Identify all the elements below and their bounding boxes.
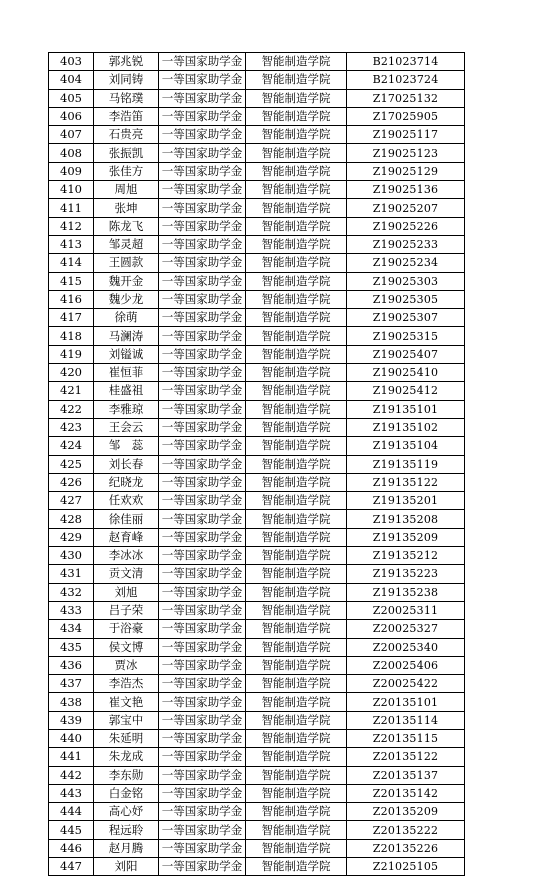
college-cell: 智能制造学院 <box>246 492 347 510</box>
table-row <box>49 766 465 784</box>
serial-number-cell: 421 <box>49 382 94 400</box>
serial-number-cell: 407 <box>49 126 94 144</box>
college-cell: 智能制造学院 <box>246 675 347 693</box>
table-body <box>49 53 465 876</box>
serial-number-cell: 441 <box>49 748 94 766</box>
award-type-cell: 一等国家助学金 <box>159 53 246 71</box>
student-id-cell: Z20135209 <box>347 803 465 821</box>
college-cell: 智能制造学院 <box>246 583 347 601</box>
student-name-cell: 徐萌 <box>94 309 159 327</box>
serial-number-cell: 427 <box>49 492 94 510</box>
student-name-cell: 李浩笛 <box>94 107 159 125</box>
serial-number-cell: 423 <box>49 418 94 436</box>
award-type-cell: 一等国家助学金 <box>159 693 246 711</box>
table-row <box>49 858 465 876</box>
student-id-cell: Z20135115 <box>347 729 465 747</box>
student-id-cell: Z19025129 <box>347 162 465 180</box>
award-type-cell: 一等国家助学金 <box>159 254 246 272</box>
college-cell: 智能制造学院 <box>246 821 347 839</box>
student-id-cell: Z19135102 <box>347 418 465 436</box>
student-name-cell: 张振凯 <box>94 144 159 162</box>
table-row <box>49 492 465 510</box>
award-type-cell: 一等国家助学金 <box>159 510 246 528</box>
student-id-cell: Z19135209 <box>347 528 465 546</box>
table-row <box>49 711 465 729</box>
award-type-cell: 一等国家助学金 <box>159 437 246 455</box>
student-id-cell: Z20025327 <box>347 620 465 638</box>
table-row <box>49 217 465 235</box>
award-type-cell: 一等国家助学金 <box>159 638 246 656</box>
student-id-cell: Z19025412 <box>347 382 465 400</box>
student-name-cell: 马澜涛 <box>94 327 159 345</box>
serial-number-cell: 444 <box>49 803 94 821</box>
student-name-cell: 魏少龙 <box>94 290 159 308</box>
table-row <box>49 290 465 308</box>
student-name-cell: 刘阳 <box>94 858 159 876</box>
table-row <box>49 272 465 290</box>
award-type-cell: 一等国家助学金 <box>159 290 246 308</box>
student-id-cell: Z17025132 <box>347 89 465 107</box>
award-type-cell: 一等国家助学金 <box>159 162 246 180</box>
serial-number-cell: 406 <box>49 107 94 125</box>
college-cell: 智能制造学院 <box>246 784 347 802</box>
table-row <box>49 107 465 125</box>
award-type-cell: 一等国家助学金 <box>159 711 246 729</box>
table-row <box>49 162 465 180</box>
college-cell: 智能制造学院 <box>246 693 347 711</box>
student-name-cell: 高心妤 <box>94 803 159 821</box>
student-name-cell: 邹灵超 <box>94 235 159 253</box>
serial-number-cell: 432 <box>49 583 94 601</box>
award-type-cell: 一等国家助学金 <box>159 181 246 199</box>
serial-number-cell: 446 <box>49 839 94 857</box>
college-cell: 智能制造学院 <box>246 290 347 308</box>
college-cell: 智能制造学院 <box>246 547 347 565</box>
college-cell: 智能制造学院 <box>246 601 347 619</box>
student-name-cell: 徐佳丽 <box>94 510 159 528</box>
student-name-cell: 魏开金 <box>94 272 159 290</box>
student-id-cell: Z19025307 <box>347 309 465 327</box>
table-row <box>49 144 465 162</box>
student-name-cell: 贾冰 <box>94 656 159 674</box>
college-cell: 智能制造学院 <box>246 455 347 473</box>
college-cell: 智能制造学院 <box>246 729 347 747</box>
student-name-cell: 吕子荣 <box>94 601 159 619</box>
serial-number-cell: 443 <box>49 784 94 802</box>
student-name-cell: 马铭璞 <box>94 89 159 107</box>
award-type-cell: 一等国家助学金 <box>159 89 246 107</box>
table-row <box>49 89 465 107</box>
table-row <box>49 675 465 693</box>
student-name-cell: 桂盛祖 <box>94 382 159 400</box>
serial-number-cell: 436 <box>49 656 94 674</box>
student-name-cell: 于浴豪 <box>94 620 159 638</box>
college-cell: 智能制造学院 <box>246 181 347 199</box>
table-row <box>49 601 465 619</box>
student-name-cell: 赵月腾 <box>94 839 159 857</box>
student-id-cell: Z19025226 <box>347 217 465 235</box>
student-id-cell: Z19025234 <box>347 254 465 272</box>
student-name-cell: 刘镒诚 <box>94 345 159 363</box>
table-row <box>49 620 465 638</box>
student-id-cell: Z19025410 <box>347 364 465 382</box>
award-type-cell: 一等国家助学金 <box>159 400 246 418</box>
student-name-cell: 周旭 <box>94 181 159 199</box>
student-name-cell: 刘旭 <box>94 583 159 601</box>
table-row <box>49 803 465 821</box>
student-id-cell: Z19135119 <box>347 455 465 473</box>
student-id-cell: Z19025315 <box>347 327 465 345</box>
table-row <box>49 382 465 400</box>
table-row <box>49 565 465 583</box>
student-id-cell: Z19025207 <box>347 199 465 217</box>
serial-number-cell: 415 <box>49 272 94 290</box>
student-id-cell: Z21025105 <box>347 858 465 876</box>
student-id-cell: Z20025340 <box>347 638 465 656</box>
student-id-cell: Z20135114 <box>347 711 465 729</box>
college-cell: 智能制造学院 <box>246 748 347 766</box>
student-id-cell: Z20025406 <box>347 656 465 674</box>
award-type-cell: 一等国家助学金 <box>159 199 246 217</box>
college-cell: 智能制造学院 <box>246 364 347 382</box>
award-type-cell: 一等国家助学金 <box>159 235 246 253</box>
student-name-cell: 邹 蕊 <box>94 437 159 455</box>
student-name-cell: 纪晓龙 <box>94 473 159 491</box>
student-name-cell: 石贵亮 <box>94 126 159 144</box>
college-cell: 智能制造学院 <box>246 766 347 784</box>
serial-number-cell: 434 <box>49 620 94 638</box>
college-cell: 智能制造学院 <box>246 437 347 455</box>
student-id-cell: Z19025123 <box>347 144 465 162</box>
table-row <box>49 510 465 528</box>
college-cell: 智能制造学院 <box>246 107 347 125</box>
college-cell: 智能制造学院 <box>246 254 347 272</box>
student-id-cell: Z19025117 <box>347 126 465 144</box>
serial-number-cell: 404 <box>49 71 94 89</box>
serial-number-cell: 405 <box>49 89 94 107</box>
table-row <box>49 126 465 144</box>
college-cell: 智能制造学院 <box>246 418 347 436</box>
award-type-cell: 一等国家助学金 <box>159 601 246 619</box>
award-type-cell: 一等国家助学金 <box>159 126 246 144</box>
table-row <box>49 547 465 565</box>
table-row <box>49 437 465 455</box>
serial-number-cell: 419 <box>49 345 94 363</box>
serial-number-cell: 430 <box>49 547 94 565</box>
student-name-cell: 郭兆锐 <box>94 53 159 71</box>
award-type-cell: 一等国家助学金 <box>159 144 246 162</box>
table-row <box>49 784 465 802</box>
student-name-cell: 崔文艳 <box>94 693 159 711</box>
student-name-cell: 朱龙成 <box>94 748 159 766</box>
student-name-cell: 侯文博 <box>94 638 159 656</box>
college-cell: 智能制造学院 <box>246 272 347 290</box>
serial-number-cell: 440 <box>49 729 94 747</box>
award-type-cell: 一等国家助学金 <box>159 748 246 766</box>
award-type-cell: 一等国家助学金 <box>159 620 246 638</box>
serial-number-cell: 438 <box>49 693 94 711</box>
serial-number-cell: 422 <box>49 400 94 418</box>
student-name-cell: 李浩杰 <box>94 675 159 693</box>
table-row <box>49 729 465 747</box>
student-id-cell: Z19135238 <box>347 583 465 601</box>
student-name-cell: 贡文清 <box>94 565 159 583</box>
student-id-cell: Z19135104 <box>347 437 465 455</box>
award-type-cell: 一等国家助学金 <box>159 656 246 674</box>
award-type-cell: 一等国家助学金 <box>159 71 246 89</box>
grant-recipient-table <box>48 52 465 876</box>
award-type-cell: 一等国家助学金 <box>159 327 246 345</box>
college-cell: 智能制造学院 <box>246 71 347 89</box>
serial-number-cell: 420 <box>49 364 94 382</box>
serial-number-cell: 411 <box>49 199 94 217</box>
college-cell: 智能制造学院 <box>246 53 347 71</box>
college-cell: 智能制造学院 <box>246 638 347 656</box>
student-name-cell: 李冰冰 <box>94 547 159 565</box>
table-row <box>49 254 465 272</box>
award-type-cell: 一等国家助学金 <box>159 528 246 546</box>
table-row <box>49 528 465 546</box>
student-id-cell: Z17025905 <box>347 107 465 125</box>
college-cell: 智能制造学院 <box>246 528 347 546</box>
student-id-cell: Z20135226 <box>347 839 465 857</box>
student-id-cell: B21023724 <box>347 71 465 89</box>
student-name-cell: 白金铭 <box>94 784 159 802</box>
college-cell: 智能制造学院 <box>246 620 347 638</box>
serial-number-cell: 442 <box>49 766 94 784</box>
table-row <box>49 821 465 839</box>
serial-number-cell: 416 <box>49 290 94 308</box>
student-id-cell: Z20135142 <box>347 784 465 802</box>
serial-number-cell: 410 <box>49 181 94 199</box>
table-row <box>49 235 465 253</box>
award-type-cell: 一等国家助学金 <box>159 272 246 290</box>
serial-number-cell: 424 <box>49 437 94 455</box>
award-type-cell: 一等国家助学金 <box>159 583 246 601</box>
college-cell: 智能制造学院 <box>246 400 347 418</box>
award-type-cell: 一等国家助学金 <box>159 309 246 327</box>
award-type-cell: 一等国家助学金 <box>159 547 246 565</box>
college-cell: 智能制造学院 <box>246 858 347 876</box>
table-row <box>49 839 465 857</box>
serial-number-cell: 426 <box>49 473 94 491</box>
table-row <box>49 327 465 345</box>
college-cell: 智能制造学院 <box>246 309 347 327</box>
student-id-cell: Z19135208 <box>347 510 465 528</box>
student-name-cell: 崔恒菲 <box>94 364 159 382</box>
student-name-cell: 张坤 <box>94 199 159 217</box>
student-id-cell: Z20025311 <box>347 601 465 619</box>
student-id-cell: Z19025407 <box>347 345 465 363</box>
award-type-cell: 一等国家助学金 <box>159 839 246 857</box>
serial-number-cell: 412 <box>49 217 94 235</box>
serial-number-cell: 413 <box>49 235 94 253</box>
award-type-cell: 一等国家助学金 <box>159 455 246 473</box>
student-id-cell: Z20135222 <box>347 821 465 839</box>
serial-number-cell: 435 <box>49 638 94 656</box>
student-name-cell: 陈龙飞 <box>94 217 159 235</box>
award-type-cell: 一等国家助学金 <box>159 784 246 802</box>
college-cell: 智能制造学院 <box>246 803 347 821</box>
table-row <box>49 455 465 473</box>
student-id-cell: Z19135223 <box>347 565 465 583</box>
college-cell: 智能制造学院 <box>246 711 347 729</box>
award-type-cell: 一等国家助学金 <box>159 821 246 839</box>
college-cell: 智能制造学院 <box>246 839 347 857</box>
student-name-cell: 王会云 <box>94 418 159 436</box>
student-name-cell: 任欢欢 <box>94 492 159 510</box>
award-type-cell: 一等国家助学金 <box>159 565 246 583</box>
college-cell: 智能制造学院 <box>246 382 347 400</box>
student-name-cell: 张佳方 <box>94 162 159 180</box>
college-cell: 智能制造学院 <box>246 327 347 345</box>
student-id-cell: Z19135212 <box>347 547 465 565</box>
award-type-cell: 一等国家助学金 <box>159 492 246 510</box>
student-id-cell: B21023714 <box>347 53 465 71</box>
award-type-cell: 一等国家助学金 <box>159 473 246 491</box>
table-row <box>49 638 465 656</box>
table-row <box>49 583 465 601</box>
award-type-cell: 一等国家助学金 <box>159 345 246 363</box>
award-type-cell: 一等国家助学金 <box>159 418 246 436</box>
college-cell: 智能制造学院 <box>246 126 347 144</box>
serial-number-cell: 418 <box>49 327 94 345</box>
table-row <box>49 748 465 766</box>
award-type-cell: 一等国家助学金 <box>159 858 246 876</box>
college-cell: 智能制造学院 <box>246 473 347 491</box>
table-row <box>49 400 465 418</box>
table-row <box>49 181 465 199</box>
award-type-cell: 一等国家助学金 <box>159 729 246 747</box>
student-name-cell: 王圆款 <box>94 254 159 272</box>
student-name-cell: 刘长春 <box>94 455 159 473</box>
student-name-cell: 赵育峰 <box>94 528 159 546</box>
table-row <box>49 71 465 89</box>
serial-number-cell: 428 <box>49 510 94 528</box>
student-id-cell: Z19135201 <box>347 492 465 510</box>
student-id-cell: Z19025136 <box>347 181 465 199</box>
serial-number-cell: 429 <box>49 528 94 546</box>
student-id-cell: Z20135122 <box>347 748 465 766</box>
serial-number-cell: 445 <box>49 821 94 839</box>
college-cell: 智能制造学院 <box>246 345 347 363</box>
award-type-cell: 一等国家助学金 <box>159 803 246 821</box>
serial-number-cell: 425 <box>49 455 94 473</box>
college-cell: 智能制造学院 <box>246 656 347 674</box>
student-id-cell: Z19025233 <box>347 235 465 253</box>
table-row <box>49 199 465 217</box>
college-cell: 智能制造学院 <box>246 565 347 583</box>
serial-number-cell: 403 <box>49 53 94 71</box>
college-cell: 智能制造学院 <box>246 162 347 180</box>
serial-number-cell: 414 <box>49 254 94 272</box>
college-cell: 智能制造学院 <box>246 510 347 528</box>
table-row <box>49 309 465 327</box>
serial-number-cell: 437 <box>49 675 94 693</box>
student-id-cell: Z20025422 <box>347 675 465 693</box>
table-row <box>49 418 465 436</box>
student-name-cell: 朱延明 <box>94 729 159 747</box>
table-row <box>49 364 465 382</box>
student-id-cell: Z19135101 <box>347 400 465 418</box>
college-cell: 智能制造学院 <box>246 199 347 217</box>
serial-number-cell: 431 <box>49 565 94 583</box>
student-name-cell: 程远聆 <box>94 821 159 839</box>
college-cell: 智能制造学院 <box>246 217 347 235</box>
serial-number-cell: 433 <box>49 601 94 619</box>
serial-number-cell: 439 <box>49 711 94 729</box>
student-id-cell: Z19025305 <box>347 290 465 308</box>
award-type-cell: 一等国家助学金 <box>159 382 246 400</box>
award-type-cell: 一等国家助学金 <box>159 364 246 382</box>
table-row <box>49 656 465 674</box>
college-cell: 智能制造学院 <box>246 235 347 253</box>
student-name-cell: 李东勋 <box>94 766 159 784</box>
serial-number-cell: 409 <box>49 162 94 180</box>
table-row <box>49 473 465 491</box>
college-cell: 智能制造学院 <box>246 89 347 107</box>
award-type-cell: 一等国家助学金 <box>159 217 246 235</box>
award-type-cell: 一等国家助学金 <box>159 766 246 784</box>
award-type-cell: 一等国家助学金 <box>159 107 246 125</box>
student-id-cell: Z19025303 <box>347 272 465 290</box>
serial-number-cell: 447 <box>49 858 94 876</box>
student-id-cell: Z20135137 <box>347 766 465 784</box>
serial-number-cell: 417 <box>49 309 94 327</box>
award-type-cell: 一等国家助学金 <box>159 675 246 693</box>
college-cell: 智能制造学院 <box>246 144 347 162</box>
student-name-cell: 郭宝中 <box>94 711 159 729</box>
student-name-cell: 李雅琼 <box>94 400 159 418</box>
student-id-cell: Z20135101 <box>347 693 465 711</box>
serial-number-cell: 408 <box>49 144 94 162</box>
student-name-cell: 刘同铸 <box>94 71 159 89</box>
table-row <box>49 345 465 363</box>
student-id-cell: Z19135122 <box>347 473 465 491</box>
table-row <box>49 693 465 711</box>
table-row <box>49 53 465 71</box>
